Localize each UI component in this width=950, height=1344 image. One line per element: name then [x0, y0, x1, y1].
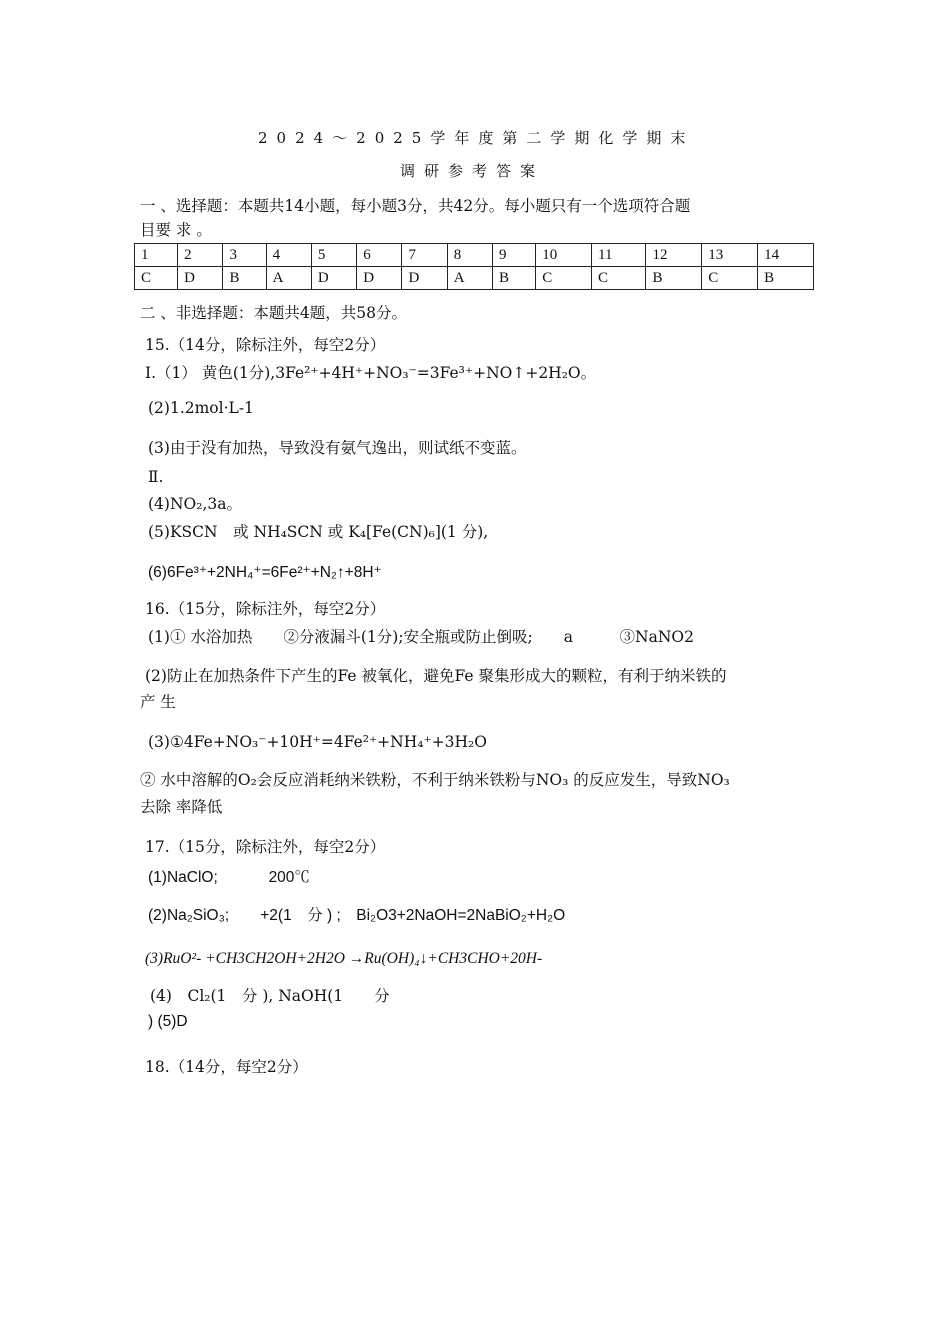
answer-table: [134, 243, 814, 290]
q18-header: 18.（14分，每空2分）: [145, 1058, 308, 1076]
q15-part1: I.（1） 黄色(1分),3Fe²⁺+4H⁺+NO₃⁻=3Fe³⁺+NO↑+2H₂O。: [145, 364, 597, 382]
answer-cell: B: [758, 267, 814, 290]
section1-instruction-cont: 目要 求 。: [140, 221, 212, 239]
q17-part4: (4) Cl₂(1 分 ), NaOH(1 分: [150, 987, 390, 1005]
answer-cell: B: [223, 267, 266, 290]
question-number: 9: [493, 244, 536, 267]
answer-cell: A: [447, 267, 492, 290]
q15-part5: (5)KSCN 或 NH₄SCN 或 K₄[Fe(CN)₆](1 分),: [148, 523, 489, 541]
question-number: 6: [357, 244, 402, 267]
section2-title: 二 、非选择题：本题共4题，共58分。: [140, 304, 408, 322]
answer-cell: D: [402, 267, 447, 290]
question-number: 8: [447, 244, 492, 267]
q15-part2: (2)1.2mol·L-1: [148, 399, 254, 417]
page-subtitle: 调研参考答案: [400, 162, 545, 180]
q16-part3: (3)①4Fe+NO₃⁻+10H⁺=4Fe²⁺+NH₄⁺+3H₂O: [148, 733, 487, 751]
section1-instruction: 一 、选择题：本题共14小题，每小题3分，共42分。每小题只有一个选项符合题: [140, 197, 691, 215]
answer-cell: B: [646, 267, 702, 290]
question-number: 14: [758, 244, 814, 267]
question-number: 2: [178, 244, 223, 267]
q16-part2: (2)防止在加热条件下产生的Fe 被氧化，避免Fe 聚集形成大的颗粒，有利于纳米铁的: [145, 667, 727, 685]
q16-part3-2: ② 水中溶解的O₂会反应消耗纳米铁粉，不利于纳米铁粉与NO₃ 的反应发生，导致NO₃: [140, 771, 730, 789]
answer-cell: A: [266, 267, 311, 290]
q16-part1: (1)① 水浴加热 ②分液漏斗(1分);安全瓶或防止倒吸; a ③NaNO2: [148, 628, 694, 646]
answer-cell: B: [493, 267, 536, 290]
answer-cell: C: [135, 267, 178, 290]
question-number: 3: [223, 244, 266, 267]
q17-part1: (1)NaClO; 200℃: [148, 869, 310, 886]
q15-part-ii: Ⅱ.: [148, 468, 164, 486]
answer-table-number-row: [135, 244, 814, 267]
question-number: 7: [402, 244, 447, 267]
answer-cell: D: [311, 267, 356, 290]
question-number: 13: [702, 244, 758, 267]
answer-cell: C: [536, 267, 592, 290]
answer-cell: C: [592, 267, 646, 290]
q15-part4: (4)NO₂,3a。: [148, 495, 242, 513]
q17-header: 17.（15分，除标注外，每空2分）: [145, 838, 386, 856]
q15-header: 15.（14分，除标注外，每空2分）: [145, 336, 386, 354]
q17-part2: (2)Na₂SiO₃; +2(1 分 ) ; Bi₂O3+2NaOH=2NaBiO₂+H₂O: [148, 907, 566, 924]
page-title: 2024～2025学年度第二学期化学期末: [258, 129, 695, 147]
answer-cell: C: [702, 267, 758, 290]
q17-part3: (3)RuO²- +CH3CH2OH+2H2O →Ru(OH)₄↓+CH3CHO+20H-: [145, 950, 543, 967]
q16-part3-2-cont: 去除 率降低: [140, 798, 223, 816]
q16-header: 16.（15分，除标注外，每空2分）: [145, 600, 386, 618]
question-number: 12: [646, 244, 702, 267]
q15-part6: (6)6Fe³⁺+2NH₄⁺=6Fe²⁺+N₂↑+8H⁺: [148, 564, 382, 581]
answer-table-answer-row: [135, 267, 814, 290]
question-number: 1: [135, 244, 178, 267]
question-number: 4: [266, 244, 311, 267]
question-number: 11: [592, 244, 646, 267]
q17-part5: ) (5)D: [148, 1013, 188, 1030]
question-number: 10: [536, 244, 592, 267]
answer-cell: D: [357, 267, 402, 290]
q16-part2-cont: 产 生: [140, 693, 176, 711]
q15-part3: (3)由于没有加热，导致没有氨气逸出，则试纸不变蓝。: [148, 439, 527, 457]
question-number: 5: [311, 244, 356, 267]
answer-cell: D: [178, 267, 223, 290]
